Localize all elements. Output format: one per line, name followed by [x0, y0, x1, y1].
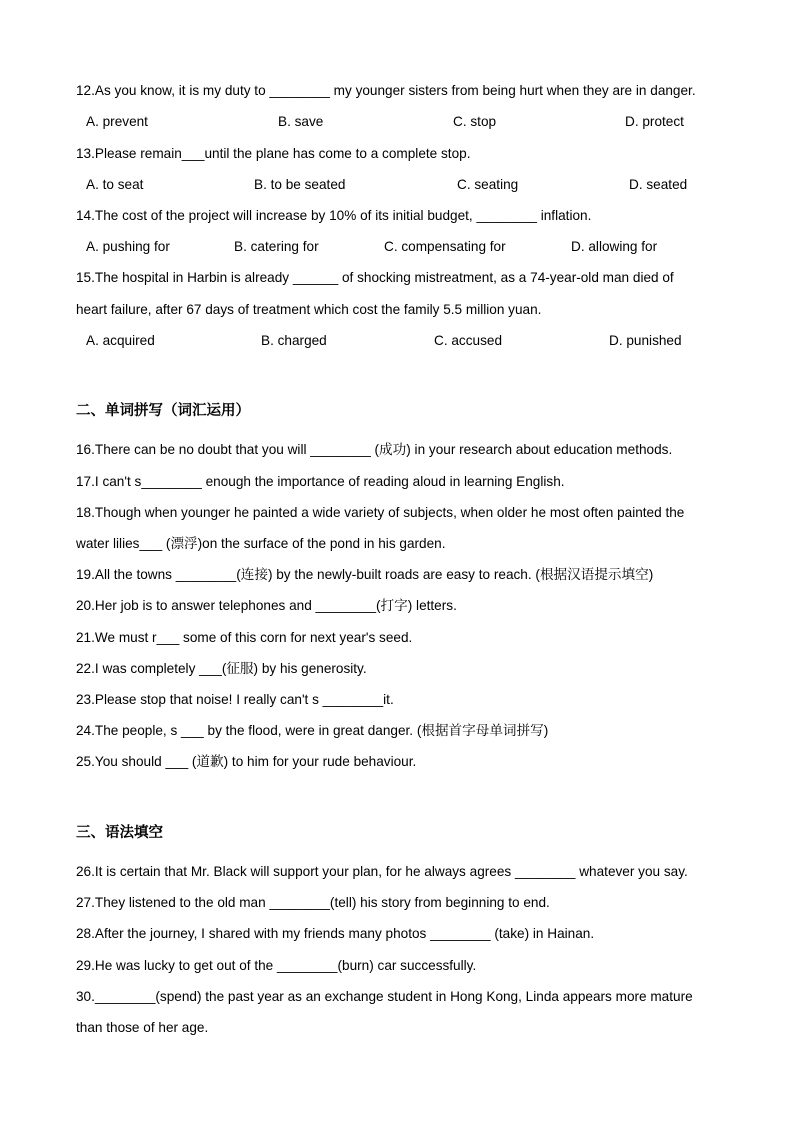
option-a: A. pushing for [86, 239, 170, 254]
question-28: 28.After the journey, I shared with my friends many photos ________ (take) in Hainan. [76, 926, 595, 941]
option-b: B. catering for [234, 239, 319, 254]
section-heading-grammar: 三、语法填空 [76, 825, 163, 841]
section-heading-spelling: 二、单词拼写（词汇运用） [76, 403, 250, 419]
question-20: 20.Her job is to answer telephones and ________(打字) letters. [76, 598, 457, 613]
option-b: B. save [278, 114, 324, 129]
question-15-continued: heart failure, after 67 days of treatment which cost the family 5.5 million yuan. [76, 302, 542, 317]
option-c: C. accused [434, 333, 503, 348]
option-b: B. to be seated [254, 177, 346, 192]
question-16: 16.There can be no doubt that you will ________ (成功) in your research about education methods. [76, 442, 673, 457]
question-30-continued: than those of her age. [76, 1020, 209, 1035]
question-27: 27.They listened to the old man ________(tell) his story from beginning to end. [76, 895, 550, 910]
question-15: 15.The hospital in Harbin is already ______ of shocking mistreatment, as a 74-year-old man died of [76, 270, 674, 285]
options-13 [76, 176, 733, 194]
question-17: 17.I can't s________ enough the importance of reading aloud in learning English. [76, 474, 565, 489]
option-a: A. prevent [86, 114, 148, 129]
options-15 [76, 332, 733, 350]
option-c: C. stop [453, 114, 497, 129]
question-18-continued: water lilies___ (漂浮)on the surface of the pond in his garden. [76, 536, 446, 551]
option-d: D. protect [625, 114, 684, 129]
question-21: 21.We must r___ some of this corn for next year's seed. [76, 630, 413, 645]
question-12: 12.As you know, it is my duty to ________ my younger sisters from being hurt when they are in danger. [76, 83, 696, 98]
option-c: C. compensating for [384, 239, 506, 254]
question-22: 22.I was completely ___(征服) by his generosity. [76, 661, 367, 676]
options-12 [76, 113, 733, 131]
option-d: D. allowing for [571, 239, 658, 254]
question-25: 25.You should ___ (道歉) to him for your rude behaviour. [76, 754, 417, 769]
question-30: 30.________(spend) the past year as an exchange student in Hong Kong, Linda appears more mature [76, 989, 693, 1004]
question-19: 19.All the towns ________(连接) by the newly-built roads are easy to reach. (根据汉语提示填空) [76, 567, 654, 582]
option-b: B. charged [261, 333, 327, 348]
question-14: 14.The cost of the project will increase by 10% of its initial budget, ________ inflation. [76, 208, 592, 223]
question-29: 29.He was lucky to get out of the ________(burn) car successfully. [76, 958, 477, 973]
option-c: C. seating [457, 177, 519, 192]
options-14 [76, 238, 733, 256]
question-26: 26.It is certain that Mr. Black will support your plan, for he always agrees ________ whatever you say. [76, 864, 688, 879]
question-13: 13.Please remain___until the plane has come to a complete stop. [76, 146, 471, 161]
question-18: 18.Though when younger he painted a wide variety of subjects, when older he most often painted the [76, 505, 685, 520]
option-d: D. seated [629, 177, 688, 192]
option-a: A. to seat [86, 177, 144, 192]
question-24: 24.The people, s ___ by the flood, were in great danger. (根据首字母单词拼写) [76, 723, 549, 738]
option-a: A. acquired [86, 333, 155, 348]
question-23: 23.Please stop that noise! I really can't s ________it. [76, 692, 394, 707]
option-d: D. punished [609, 333, 682, 348]
